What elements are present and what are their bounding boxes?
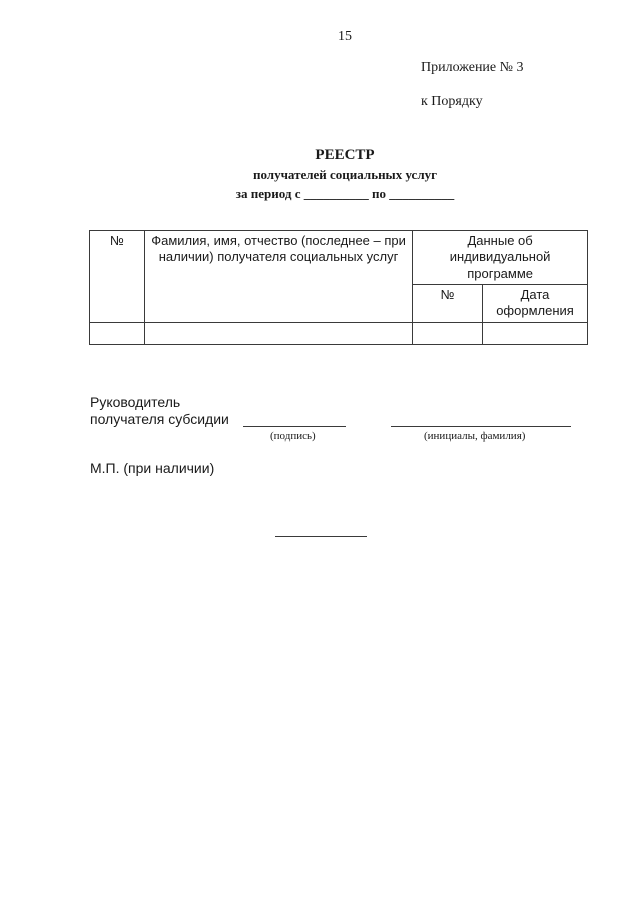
head-title-line2: получателя субсидии: [90, 411, 229, 427]
stamp-label: М.П. (при наличии): [90, 460, 215, 476]
table-cell: [144, 322, 412, 344]
head-title-line1: Руководитель: [90, 394, 181, 410]
header-issue-date: Дата оформления: [483, 284, 588, 322]
header-full-name: Фамилия, имя, отчество (последнее – при наличии) получателя социальных услуг: [144, 231, 412, 323]
table-cell: [90, 322, 145, 344]
signature-line: [243, 426, 346, 427]
header-program-data: Данные об индивидуальной программе: [413, 231, 588, 285]
appendix-label: Приложение № 3: [421, 60, 524, 75]
end-divider: [275, 536, 367, 537]
table-row: [90, 322, 588, 344]
name-caption: (инициалы, фамилия): [424, 430, 526, 442]
page-number: 15: [338, 29, 352, 44]
order-reference: к Порядку: [421, 94, 483, 109]
signature-caption: (подпись): [270, 430, 316, 442]
document-title: РЕЕСТР: [315, 147, 375, 163]
document-subtitle: получателей социальных услуг: [252, 167, 438, 182]
table-cell: [413, 322, 483, 344]
header-program-number: №: [413, 284, 483, 322]
name-line: [391, 426, 571, 427]
table-cell: [483, 322, 588, 344]
header-number: №: [90, 231, 145, 323]
period-line: за период с __________ по __________: [235, 186, 455, 201]
registry-table: [89, 230, 588, 345]
